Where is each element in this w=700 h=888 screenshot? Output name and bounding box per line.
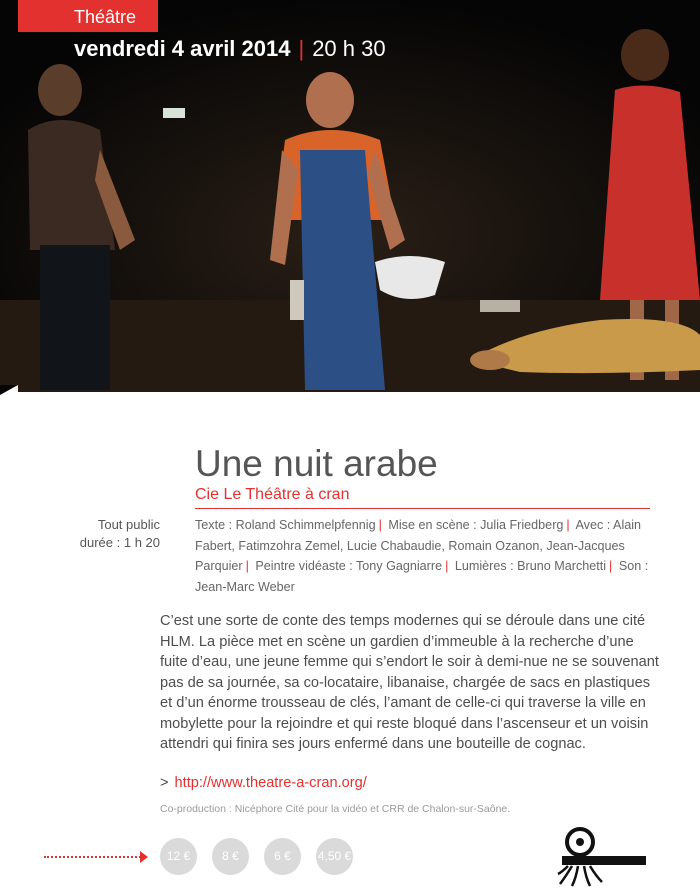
credit-separator: | xyxy=(445,559,449,573)
link-arrow-icon: > xyxy=(160,775,169,791)
photo-corner-cut xyxy=(0,385,18,395)
synopsis-text: C’est une sorte de conte des temps modernes qui se déroule dans une cité HLM. La pièce met en scène un gardien d’immeuble à la recherche d’une fuite d’eau, une jeune femme qui s’endort le soir à demi-nue ne se souvenant pas de sa journée, sa co-locataire, libanaise, chargée de sacs en plastiques et d’un énorme trousseau de clés, l’amant de celle-ci qui traverse la ville en mobylette pour la rejoindre et qui reste bloqué dans l’ascenseur et un voisin attendri qui finira ses jours enfermé dans une bouteille de cognac. xyxy=(160,613,659,752)
date-time-line xyxy=(74,36,386,62)
website-link-row xyxy=(160,775,367,791)
credit-texte: Texte : Roland Schimmelpfennig xyxy=(195,518,376,532)
credit-avec: Avec : Alain Fabert, Fatimzohra Zemel, Lucie Chabaudie, Romain Ozanon, Jean-Jacques Parquier xyxy=(195,518,642,573)
credits-block xyxy=(195,515,665,597)
credit-separator: | xyxy=(566,518,570,532)
price-full: 12 € xyxy=(160,838,197,875)
credit-mise-en-scene: Mise en scène : Julia Friedberg xyxy=(388,518,564,532)
show-title: Une nuit arabe xyxy=(195,442,438,484)
coproduction-note: Co-production : Nicéphore Cité pour la vidéo et CRR de Chalon-sur-Saône. xyxy=(160,803,511,815)
credit-separator: | xyxy=(245,559,249,573)
audience-label: Tout public xyxy=(97,517,160,532)
credit-peintre: Peintre vidéaste : Tony Gagniarre xyxy=(255,559,443,573)
audience-info xyxy=(40,516,160,552)
credit-separator: | xyxy=(378,518,382,532)
company-logo xyxy=(556,826,648,888)
show-date: vendredi 4 avril 2014 xyxy=(74,36,291,61)
price-reduced: 8 € xyxy=(212,838,249,875)
price-pointer-arrow-icon xyxy=(140,851,148,863)
credit-lumieres: Lumières : Bruno Marchetti xyxy=(454,559,607,573)
credit-son: Son : Jean-Marc Weber xyxy=(195,559,649,594)
price-student: 6 € xyxy=(264,838,301,875)
category-badge: Théâtre xyxy=(18,0,158,32)
price-pointer-dotted-line xyxy=(44,856,144,858)
website-link[interactable]: http://www.theatre-a-cran.org/ xyxy=(174,775,367,791)
duration-label: durée : 1 h 20 xyxy=(79,535,160,550)
price-child: 4,50 € xyxy=(316,838,353,875)
show-time: 20 h 30 xyxy=(312,36,386,61)
credit-separator: | xyxy=(609,559,613,573)
date-separator: | xyxy=(298,36,305,61)
company-name: Cie Le Théâtre à cran xyxy=(195,486,650,509)
